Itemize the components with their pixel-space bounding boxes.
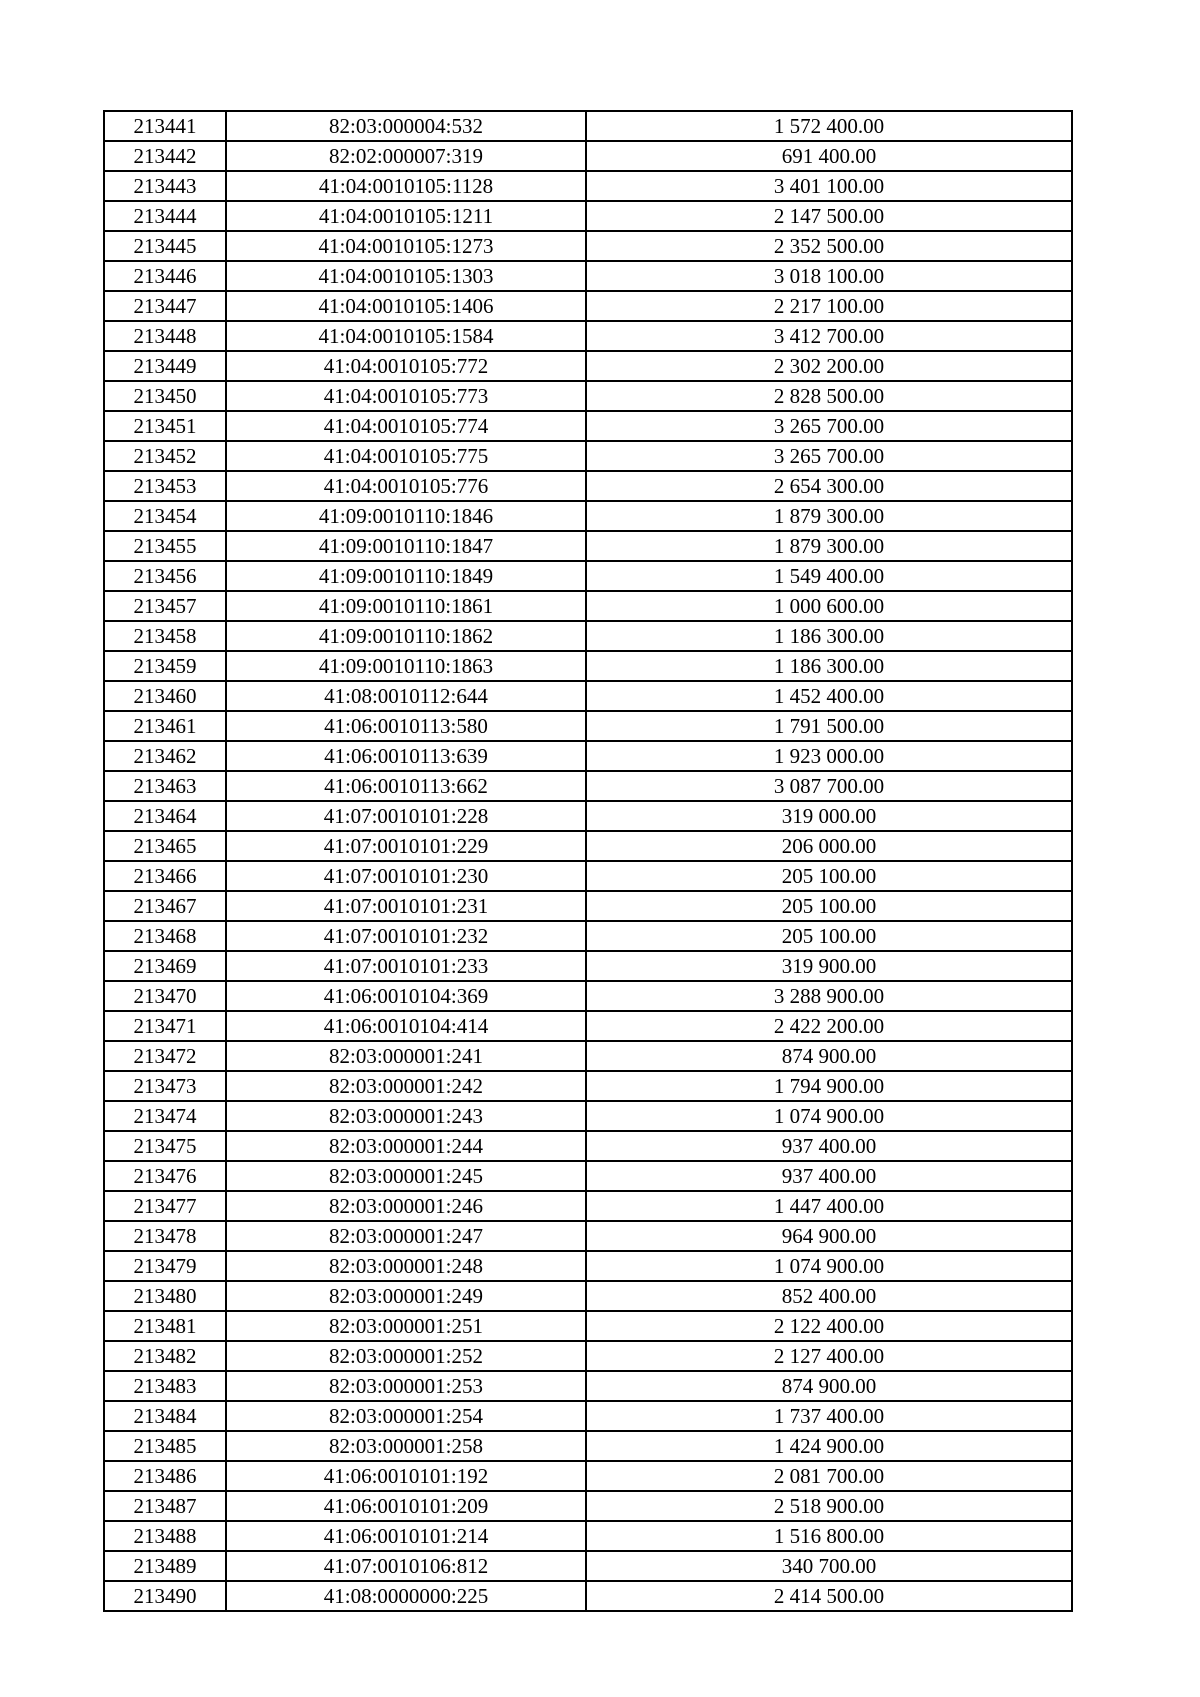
table-row xyxy=(104,1191,1072,1221)
cadastral-number-cell: 41:04:0010105:1128 xyxy=(226,171,586,201)
cadastral-value-cell: 1 794 900.00 xyxy=(586,1071,1072,1101)
cadastral-value-cell: 2 828 500.00 xyxy=(586,381,1072,411)
cadastral-number-cell: 82:03:000001:258 xyxy=(226,1431,586,1461)
table-row xyxy=(104,651,1072,681)
table-row xyxy=(104,921,1072,951)
cadastral-number-cell: 41:04:0010105:774 xyxy=(226,411,586,441)
row-number-cell: 213451 xyxy=(104,411,226,441)
cadastral-value-cell: 1 074 900.00 xyxy=(586,1251,1072,1281)
table-row xyxy=(104,201,1072,231)
row-number-cell: 213486 xyxy=(104,1461,226,1491)
table-row xyxy=(104,411,1072,441)
cadastral-number-cell: 82:03:000001:247 xyxy=(226,1221,586,1251)
row-number-cell: 213475 xyxy=(104,1131,226,1161)
table-row xyxy=(104,1341,1072,1371)
cadastral-number-cell: 82:03:000001:245 xyxy=(226,1161,586,1191)
cadastral-number-cell: 82:03:000004:532 xyxy=(226,111,586,141)
cadastral-value-cell: 319 000.00 xyxy=(586,801,1072,831)
cadastral-value-cell: 3 087 700.00 xyxy=(586,771,1072,801)
cadastral-value-cell: 205 100.00 xyxy=(586,891,1072,921)
cadastral-value-cell: 3 401 100.00 xyxy=(586,171,1072,201)
cadastral-number-cell: 41:06:0010104:369 xyxy=(226,981,586,1011)
table-row xyxy=(104,1221,1072,1251)
row-number-cell: 213463 xyxy=(104,771,226,801)
table-row xyxy=(104,1131,1072,1161)
row-number-cell: 213467 xyxy=(104,891,226,921)
table-row xyxy=(104,111,1072,141)
row-number-cell: 213485 xyxy=(104,1431,226,1461)
table-row xyxy=(104,1011,1072,1041)
cadastral-value-cell: 340 700.00 xyxy=(586,1551,1072,1581)
cadastral-number-cell: 41:09:0010110:1863 xyxy=(226,651,586,681)
table-row xyxy=(104,1251,1072,1281)
cadastral-value-cell: 1 186 300.00 xyxy=(586,621,1072,651)
cadastral-value-cell: 874 900.00 xyxy=(586,1041,1072,1071)
cadastral-number-cell: 82:03:000001:243 xyxy=(226,1101,586,1131)
cadastral-value-cell: 3 412 700.00 xyxy=(586,321,1072,351)
cadastral-number-cell: 41:06:0010101:209 xyxy=(226,1491,586,1521)
cadastral-number-cell: 82:03:000001:242 xyxy=(226,1071,586,1101)
table-row xyxy=(104,501,1072,531)
cadastral-number-cell: 41:07:0010101:230 xyxy=(226,861,586,891)
table-row xyxy=(104,291,1072,321)
row-number-cell: 213477 xyxy=(104,1191,226,1221)
cadastral-value-cell: 2 122 400.00 xyxy=(586,1311,1072,1341)
cadastral-value-cell: 2 414 500.00 xyxy=(586,1581,1072,1611)
cadastral-value-cell: 1 549 400.00 xyxy=(586,561,1072,591)
cadastral-number-cell: 82:03:000001:251 xyxy=(226,1311,586,1341)
row-number-cell: 213490 xyxy=(104,1581,226,1611)
row-number-cell: 213471 xyxy=(104,1011,226,1041)
cadastral-value-cell: 1 447 400.00 xyxy=(586,1191,1072,1221)
row-number-cell: 213442 xyxy=(104,141,226,171)
cadastral-number-cell: 41:06:0010113:580 xyxy=(226,711,586,741)
table-row xyxy=(104,1431,1072,1461)
table-row xyxy=(104,531,1072,561)
table-row xyxy=(104,801,1072,831)
row-number-cell: 213441 xyxy=(104,111,226,141)
cadastral-value-cell: 964 900.00 xyxy=(586,1221,1072,1251)
cadastral-number-cell: 41:07:0010101:231 xyxy=(226,891,586,921)
cadastral-number-cell: 82:03:000001:244 xyxy=(226,1131,586,1161)
table-row xyxy=(104,1521,1072,1551)
cadastral-value-cell: 2 518 900.00 xyxy=(586,1491,1072,1521)
table-row xyxy=(104,441,1072,471)
row-number-cell: 213488 xyxy=(104,1521,226,1551)
table-row xyxy=(104,231,1072,261)
table-row xyxy=(104,591,1072,621)
row-number-cell: 213474 xyxy=(104,1101,226,1131)
cadastral-number-cell: 41:07:0010106:812 xyxy=(226,1551,586,1581)
cadastral-value-cell: 1 186 300.00 xyxy=(586,651,1072,681)
cadastral-number-cell: 41:04:0010105:1406 xyxy=(226,291,586,321)
row-number-cell: 213484 xyxy=(104,1401,226,1431)
row-number-cell: 213466 xyxy=(104,861,226,891)
cadastral-number-cell: 41:04:0010105:776 xyxy=(226,471,586,501)
table-row xyxy=(104,831,1072,861)
cadastral-number-cell: 82:03:000001:249 xyxy=(226,1281,586,1311)
cadastral-number-cell: 41:09:0010110:1861 xyxy=(226,591,586,621)
cadastral-number-cell: 41:09:0010110:1849 xyxy=(226,561,586,591)
row-number-cell: 213464 xyxy=(104,801,226,831)
row-number-cell: 213481 xyxy=(104,1311,226,1341)
cadastral-value-cell: 2 352 500.00 xyxy=(586,231,1072,261)
table-row xyxy=(104,741,1072,771)
cadastral-number-cell: 82:03:000001:253 xyxy=(226,1371,586,1401)
cadastral-value-cell: 1 424 900.00 xyxy=(586,1431,1072,1461)
cadastral-value-cell: 1 572 400.00 xyxy=(586,111,1072,141)
cadastral-number-cell: 41:07:0010101:232 xyxy=(226,921,586,951)
table-row xyxy=(104,1461,1072,1491)
row-number-cell: 213447 xyxy=(104,291,226,321)
cadastral-number-cell: 41:06:0010104:414 xyxy=(226,1011,586,1041)
table-row xyxy=(104,261,1072,291)
cadastral-number-cell: 41:04:0010105:775 xyxy=(226,441,586,471)
cadastral-value-cell: 2 081 700.00 xyxy=(586,1461,1072,1491)
table-row xyxy=(104,1281,1072,1311)
cadastral-number-cell: 82:03:000001:254 xyxy=(226,1401,586,1431)
row-number-cell: 213448 xyxy=(104,321,226,351)
table-row xyxy=(104,1041,1072,1071)
table-row xyxy=(104,891,1072,921)
cadastral-value-cell: 1 074 900.00 xyxy=(586,1101,1072,1131)
row-number-cell: 213444 xyxy=(104,201,226,231)
cadastral-number-cell: 41:08:0010112:644 xyxy=(226,681,586,711)
row-number-cell: 213449 xyxy=(104,351,226,381)
cadastral-value-cell: 205 100.00 xyxy=(586,921,1072,951)
cadastral-value-cell: 1 000 600.00 xyxy=(586,591,1072,621)
row-number-cell: 213473 xyxy=(104,1071,226,1101)
row-number-cell: 213480 xyxy=(104,1281,226,1311)
cadastral-value-cell: 937 400.00 xyxy=(586,1161,1072,1191)
cadastral-value-cell: 1 516 800.00 xyxy=(586,1521,1072,1551)
table-row xyxy=(104,1551,1072,1581)
row-number-cell: 213462 xyxy=(104,741,226,771)
cadastral-value-cell: 937 400.00 xyxy=(586,1131,1072,1161)
table-row xyxy=(104,1101,1072,1131)
table-row xyxy=(104,981,1072,1011)
cadastral-number-cell: 41:06:0010101:192 xyxy=(226,1461,586,1491)
row-number-cell: 213487 xyxy=(104,1491,226,1521)
row-number-cell: 213476 xyxy=(104,1161,226,1191)
cadastral-value-cell: 1 791 500.00 xyxy=(586,711,1072,741)
table-row xyxy=(104,351,1072,381)
row-number-cell: 213478 xyxy=(104,1221,226,1251)
row-number-cell: 213445 xyxy=(104,231,226,261)
cadastral-number-cell: 41:07:0010101:228 xyxy=(226,801,586,831)
cadastral-number-cell: 41:09:0010110:1847 xyxy=(226,531,586,561)
cadastral-value-cell: 2 422 200.00 xyxy=(586,1011,1072,1041)
cadastral-number-cell: 41:08:0000000:225 xyxy=(226,1581,586,1611)
row-number-cell: 213470 xyxy=(104,981,226,1011)
cadastral-value-cell: 3 288 900.00 xyxy=(586,981,1072,1011)
cadastral-value-cell: 2 654 300.00 xyxy=(586,471,1072,501)
row-number-cell: 213446 xyxy=(104,261,226,291)
row-number-cell: 213461 xyxy=(104,711,226,741)
cadastral-number-cell: 41:04:0010105:1303 xyxy=(226,261,586,291)
table-row xyxy=(104,951,1072,981)
cadastral-value-cell: 1 879 300.00 xyxy=(586,501,1072,531)
cadastral-value-cell: 1 737 400.00 xyxy=(586,1401,1072,1431)
table-row xyxy=(104,681,1072,711)
cadastral-number-cell: 41:04:0010105:772 xyxy=(226,351,586,381)
row-number-cell: 213460 xyxy=(104,681,226,711)
cadastral-number-cell: 41:07:0010101:229 xyxy=(226,831,586,861)
table-row xyxy=(104,141,1072,171)
cadastral-value-cell: 2 147 500.00 xyxy=(586,201,1072,231)
row-number-cell: 213479 xyxy=(104,1251,226,1281)
cadastral-value-cell: 2 302 200.00 xyxy=(586,351,1072,381)
row-number-cell: 213454 xyxy=(104,501,226,531)
table-row xyxy=(104,711,1072,741)
cadastral-number-cell: 82:03:000001:252 xyxy=(226,1341,586,1371)
cadastral-number-cell: 41:06:0010101:214 xyxy=(226,1521,586,1551)
cadastral-value-cell: 874 900.00 xyxy=(586,1371,1072,1401)
cadastral-value-cell: 3 018 100.00 xyxy=(586,261,1072,291)
row-number-cell: 213465 xyxy=(104,831,226,861)
row-number-cell: 213450 xyxy=(104,381,226,411)
cadastral-number-cell: 41:09:0010110:1862 xyxy=(226,621,586,651)
table-row xyxy=(104,1491,1072,1521)
row-number-cell: 213469 xyxy=(104,951,226,981)
row-number-cell: 213472 xyxy=(104,1041,226,1071)
row-number-cell: 213489 xyxy=(104,1551,226,1581)
cadastral-value-cell: 691 400.00 xyxy=(586,141,1072,171)
cadastral-value-cell: 319 900.00 xyxy=(586,951,1072,981)
cadastral-value-cell: 205 100.00 xyxy=(586,861,1072,891)
cadastral-value-cell: 1 879 300.00 xyxy=(586,531,1072,561)
cadastral-number-cell: 41:06:0010113:639 xyxy=(226,741,586,771)
cadastral-number-cell: 41:04:0010105:1273 xyxy=(226,231,586,261)
cadastral-value-cell: 852 400.00 xyxy=(586,1281,1072,1311)
cadastral-number-cell: 82:03:000001:241 xyxy=(226,1041,586,1071)
cadastral-number-cell: 41:04:0010105:773 xyxy=(226,381,586,411)
cadastral-value-cell: 1 452 400.00 xyxy=(586,681,1072,711)
cadastral-value-cell: 3 265 700.00 xyxy=(586,441,1072,471)
table-row xyxy=(104,1401,1072,1431)
cadastral-number-cell: 41:09:0010110:1846 xyxy=(226,501,586,531)
row-number-cell: 213443 xyxy=(104,171,226,201)
cadastral-number-cell: 41:07:0010101:233 xyxy=(226,951,586,981)
cadastral-number-cell: 82:03:000001:246 xyxy=(226,1191,586,1221)
row-number-cell: 213468 xyxy=(104,921,226,951)
cadastral-value-cell: 206 000.00 xyxy=(586,831,1072,861)
row-number-cell: 213458 xyxy=(104,621,226,651)
table-row xyxy=(104,771,1072,801)
table-row xyxy=(104,381,1072,411)
table-row xyxy=(104,621,1072,651)
table-row xyxy=(104,1311,1072,1341)
cadastral-value-cell: 3 265 700.00 xyxy=(586,411,1072,441)
table-row xyxy=(104,861,1072,891)
cadastral-value-cell: 2 127 400.00 xyxy=(586,1341,1072,1371)
table-body xyxy=(104,111,1072,1611)
cadastral-number-cell: 41:04:0010105:1211 xyxy=(226,201,586,231)
table-row xyxy=(104,471,1072,501)
cadastral-number-cell: 82:02:000007:319 xyxy=(226,141,586,171)
row-number-cell: 213453 xyxy=(104,471,226,501)
cadastral-number-cell: 41:06:0010113:662 xyxy=(226,771,586,801)
row-number-cell: 213456 xyxy=(104,561,226,591)
row-number-cell: 213455 xyxy=(104,531,226,561)
cadastral-number-cell: 41:04:0010105:1584 xyxy=(226,321,586,351)
cadastral-value-cell: 2 217 100.00 xyxy=(586,291,1072,321)
cadastral-number-cell: 82:03:000001:248 xyxy=(226,1251,586,1281)
table-row xyxy=(104,171,1072,201)
row-number-cell: 213482 xyxy=(104,1341,226,1371)
table-row xyxy=(104,1071,1072,1101)
row-number-cell: 213457 xyxy=(104,591,226,621)
cadastral-value-cell: 1 923 000.00 xyxy=(586,741,1072,771)
table-row xyxy=(104,1371,1072,1401)
cadastral-value-table xyxy=(103,110,1073,1612)
row-number-cell: 213483 xyxy=(104,1371,226,1401)
row-number-cell: 213459 xyxy=(104,651,226,681)
table-row xyxy=(104,561,1072,591)
table-row xyxy=(104,1161,1072,1191)
table-row xyxy=(104,321,1072,351)
table-row xyxy=(104,1581,1072,1611)
row-number-cell: 213452 xyxy=(104,441,226,471)
